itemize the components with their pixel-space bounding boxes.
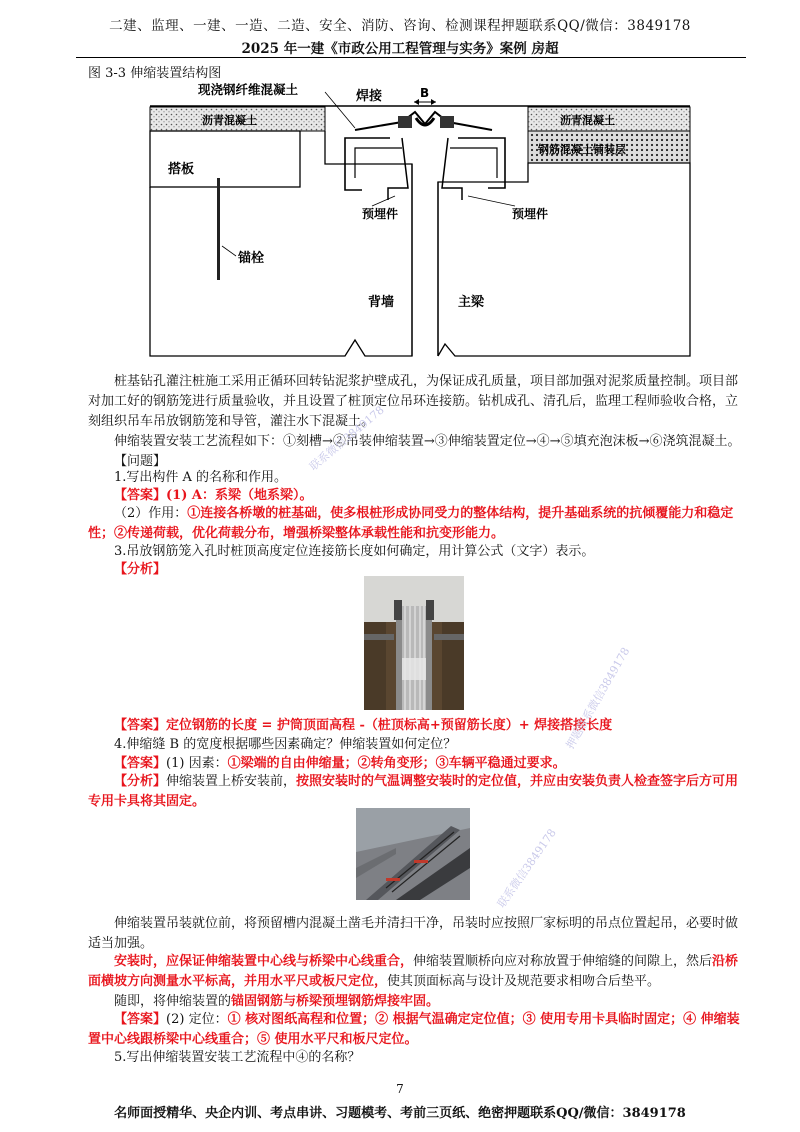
- question-5: 5.写出伸缩装置安装工艺流程中④的名称？: [114, 1050, 361, 1065]
- label-concrete: 现浇钢纤维混凝土: [198, 82, 299, 97]
- label-embed-left: 预埋件: [362, 207, 399, 221]
- question-3: 3.吊放钢筋笼入孔时桩顶高度定位连接筋长度如何确定，用计算公式（文字）表示。: [114, 544, 595, 559]
- answer-4-part-1: [88, 754, 748, 774]
- expansion-joint-diagram: [140, 78, 700, 368]
- analysis-4: [88, 772, 748, 812]
- analysis-4-lead: 伸缩装置上桥安装前，: [166, 774, 297, 789]
- answer-1-part-2: [88, 504, 748, 544]
- label-embed-right: 预埋件: [512, 207, 549, 221]
- label-b: B: [420, 86, 430, 100]
- answer-3: 【答案】定位钢筋的长度 = 护筒顶面高程 -（桩顶标高+预留筋长度）+ 焊接搭接长度: [114, 718, 613, 733]
- paragraph-welding: [88, 992, 748, 1012]
- answer-1-text: ①连接各桥墩的桩基础，使多根桩形成协同受力的整体结构，提升基础系统的抗倾覆能力和稳定性；②传递荷载，优化荷载分布，增强桥梁整体承载性能和抗变形能力。: [88, 506, 734, 541]
- question-heading: 【问题】: [114, 454, 167, 469]
- paragraph-lifting: 伸缩装置吊装就位前，将预留槽内混凝土凿毛并清扫干净，吊装时应按照厂家标明的吊点位置起吊，必要时做适当加强。: [88, 916, 739, 951]
- footer: 名师面授精华、央企内训、考点串讲、习题模考、考前三页纸、绝密押题联系QQ/微信：3849178: [114, 1106, 686, 1121]
- welding-lead: 随即，将伸缩装置的: [114, 994, 232, 1009]
- label-weld: 焊接: [356, 89, 383, 104]
- installation-mid: 伸缩装置顺桥向应对称放置于伸缩缝的间隙上，然后: [413, 954, 713, 969]
- installation-red-2: 沿桥面横坡方向测量水平标高，并用水平尺或板尺定位，: [88, 954, 739, 989]
- answer-4-lead: (1) 因素：: [166, 756, 228, 771]
- page-number: 7: [396, 1082, 404, 1096]
- label-back-wall: 背墙: [368, 295, 395, 310]
- label-asphalt-right: 沥青混凝土: [560, 114, 615, 127]
- answer-4-2-tag: 【答案】: [114, 1012, 167, 1027]
- label-main-beam: 主梁: [458, 295, 485, 310]
- header-line-1: 二建、监理、一建、一造、二造、安全、消防、咨询、检测课程押题联系QQ/微信：3849178: [109, 18, 691, 34]
- answer-4-2-lead: (2) 定位：: [166, 1012, 228, 1027]
- answer-4-part-2: [88, 1010, 748, 1050]
- rebar-cage-photo: [364, 576, 464, 710]
- paragraph-installation: [88, 952, 748, 992]
- watermark-2: 押题联系微信3849178: [563, 645, 633, 752]
- analysis-4-text: 按照安装时的气温调整安装时的定位值，并应由安装负责人检查签字后方可用专用卡具将其固定。: [88, 774, 739, 809]
- answer-1-lead: （2）作用：: [114, 506, 188, 521]
- paragraph-pile: 桩基钻孔灌注桩施工采用正循环回转钻泥浆护壁成孔，为保证成孔质量，项目部加强对泥浆质量控制。项目部对加工好的钢筋笼进行质量验收，并且设置了桩顶定位吊环连接筋。钻机成孔、清孔后，监理工程师验收合格，立刻组织吊车吊放钢筋笼和导管，灌注水下混凝土。: [88, 374, 739, 429]
- label-anchor: 锚栓: [238, 251, 265, 266]
- analysis-1: 【分析】: [114, 562, 167, 577]
- analysis-4-tag: 【分析】: [114, 774, 167, 789]
- question-1: 1.写出构件 A 的名称和作用。: [114, 470, 288, 485]
- installation-end: 使其顶面标高与设计及规范要求相吻合后垫平。: [387, 974, 661, 989]
- answer-4-text: ①梁端的自由伸缩量；②转角变形；③车辆平稳通过要求。: [227, 756, 566, 771]
- approach-slab: [150, 131, 300, 187]
- joint-installation-photo: [356, 808, 470, 900]
- watermark-1: 联系微信3849178: [307, 403, 387, 474]
- label-rc-pavement: 钢筋混凝土铺装层: [538, 143, 626, 156]
- question-4: 4.伸缩缝 B 的宽度根据哪些因素确定？伸缩装置如何定位？: [114, 737, 457, 752]
- label-slab: 搭板: [168, 162, 195, 177]
- header-line-2: 2025 年一建《市政公用工程管理与实务》案例 房超: [241, 41, 559, 57]
- figure-caption: 图 3-3 伸缩装置结构图: [88, 66, 222, 81]
- anchor-bolt: [217, 178, 220, 280]
- answer-4-tag: 【答案】: [114, 756, 167, 771]
- answer-1-part-1: 【答案】(1) A：系梁（地系梁）。: [114, 488, 313, 503]
- welding-text: 锚固钢筋与桥梁预埋钢筋焊接牢固。: [231, 994, 440, 1009]
- answer-4-2-text: ① 核对图纸高程和位置；② 根据气温确定定位值；③ 使用专用卡具临时固定；④ 伸缩装置中心线跟桥梁中心线重合；⑤ 使用水平尺和板尺定位。: [88, 1012, 740, 1047]
- watermark-3: 联系微信3849178: [494, 826, 559, 911]
- header-divider: [76, 57, 746, 58]
- installation-red-1: 安装时，应保证伸缩装置中心线与桥梁中心线重合，: [114, 954, 414, 969]
- label-asphalt-left: 沥青混凝土: [202, 114, 257, 127]
- paragraph-process: 伸缩装置安装工艺流程如下：①刻槽→②吊装伸缩装置→③伸缩装置定位→④→⑤填充泡沫板→⑥浇筑混凝土。: [114, 434, 741, 449]
